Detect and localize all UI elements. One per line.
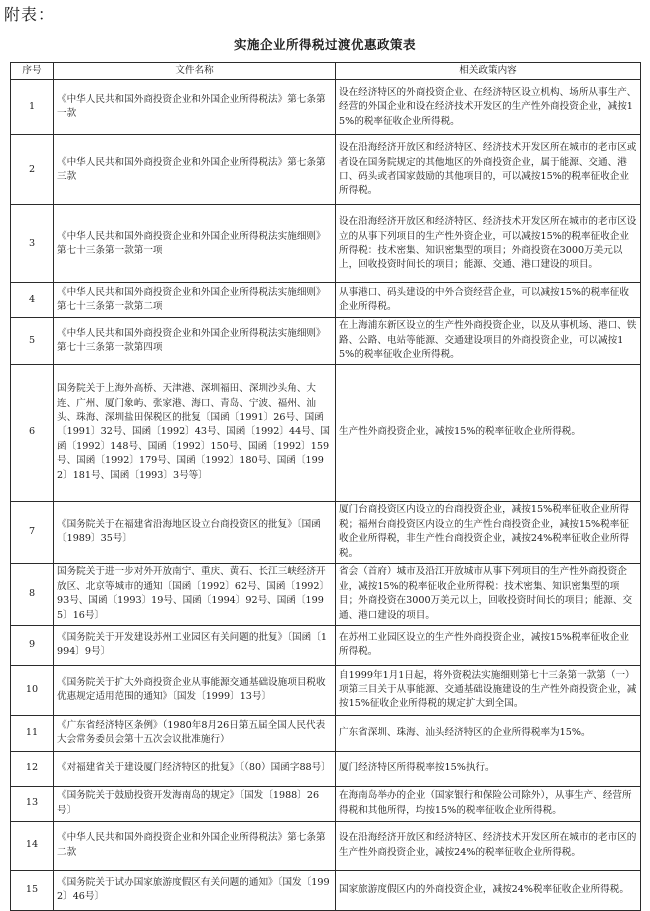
document-name: 《国务院关于在福建省沿海地区设立台商投资区的批复》〔国函〔1989〕35号〕	[54, 501, 336, 563]
policy-content: 设在沿海经济开放区和经济特区、经济技术开发区所在城市的老市区设立的从事下列项目的生产性外资企业，可以减按15%的税率征收企业所得税：技术密集、知识密集型的项目；外商投资在3000万美元以上，回收投资时间长的项目；能源、交通、港口建设的项目。	[336, 205, 641, 283]
policy-content: 厦门台商投资区内设立的台商投资企业，减按15%税率征收企业所得税；福州台商投资区内设立的生产性台商投资企业，减按15%税率征收企业所得税，非生产性台商投资企业，减按24%税率征收企业所得税。	[336, 501, 641, 563]
row-number: 15	[11, 870, 54, 910]
policy-content: 国家旅游度假区内的外商投资企业，减按24%税率征收企业所得税。	[336, 870, 641, 910]
document-name: 《中华人民共和国外商投资企业和外国企业所得税法》第七条第二款	[54, 821, 336, 870]
policy-content: 设在沿海经济开放区和经济特区、经济技术开发区所在城市的老市区的生产性外商投资企业，减按24%的税率征收企业所得税。	[336, 821, 641, 870]
document-name: 《中华人民共和国外商投资企业和外国企业所得税法》第七条第三款	[54, 135, 336, 205]
row-number: 9	[11, 625, 54, 665]
row-number: 11	[11, 715, 54, 751]
table-row	[11, 563, 641, 625]
document-name: 国务院关于上海外高桥、天津港、深圳福田、深圳沙头角、大连、广州、厦门象屿、张家港、海口、青岛、宁波、福州、汕头、珠海、深圳盐田保税区的批复〔国函〔1991〕26号、国函〔1991〕32号、国函〔1992〕43号、国函〔1992〕44号、国函〔1992〕148号、国函〔1992〕150号、国函〔1992〕159号、国函〔1992〕179号、国函〔1992〕180号、国函〔1992〕181号、国函〔1993〕3号等〕	[54, 364, 336, 501]
row-number: 13	[11, 786, 54, 821]
document-name: 《国务院关于开发建设苏州工业园区有关问题的批复》〔国函〔1994〕9号〕	[54, 625, 336, 665]
header-document-name: 文件名称	[54, 63, 336, 80]
policy-table	[10, 62, 641, 911]
document-title: 实施企业所得税过渡优惠政策表	[233, 37, 416, 52]
table-row	[11, 786, 641, 821]
document-name: 《中华人民共和国外商投资企业和外国企业所得税法实施细则》第七十三条第一款第四项	[54, 318, 336, 364]
table-row	[11, 80, 641, 135]
document-name: 《对福建省关于建设厦门经济特区的批复》〔（80）国函字88号〕	[54, 751, 336, 786]
policy-content: 省会（首府）城市及沿江开放城市从事下列项目的生产性外商投资企业，减按15%的税率征收企业所得税：技术密集、知识密集型的项目；外商投资在3000万美元以上，回收投资时间长的项目；能源、交通、港口建设的项目。	[336, 563, 641, 625]
header-number: 序号	[11, 63, 54, 80]
row-number: 12	[11, 751, 54, 786]
document-name: 《中华人民共和国外商投资企业和外国企业所得税法实施细则》第七十三条第一款第一项	[54, 205, 336, 283]
policy-content: 自1999年1月1日起，将外资税法实施细则第七十三条第一款第（一）项第三目关于从事能源、交通基础设施建设的生产性外商投资企业，减按15%征收企业所得税的规定扩大到全国。	[336, 665, 641, 715]
policy-content: 在海南岛举办的企业（国家银行和保险公司除外），从事生产、经营所得税和其他所得，均按15%的税率征收企业所得税。	[336, 786, 641, 821]
table-row	[11, 205, 641, 283]
table-row	[11, 318, 641, 364]
table-row	[11, 625, 641, 665]
table-row	[11, 715, 641, 751]
row-number: 3	[11, 205, 54, 283]
document-name: 《国务院关于扩大外商投资企业从事能源交通基础设施项目税收优惠规定适用范围的通知》〔国发〔1999〕13号〕	[54, 665, 336, 715]
table-row	[11, 821, 641, 870]
document-name: 国务院关于进一步对外开放南宁、重庆、黄石、长江三峡经济开放区、北京等城市的通知〔国函〔1992〕62号、国函〔1992〕93号、国函〔1993〕19号、国函〔1994〕92号、国函〔1995〕16号〕	[54, 563, 336, 625]
table-row	[11, 364, 641, 501]
header-policy-content: 相关政策内容	[336, 63, 641, 80]
row-number: 6	[11, 364, 54, 501]
document-name: 《中华人民共和国外商投资企业和外国企业所得税法实施细则》第七十三条第一款第二项	[54, 283, 336, 318]
policy-content: 生产性外商投资企业，减按15%的税率征收企业所得税。	[336, 364, 641, 501]
row-number: 1	[11, 80, 54, 135]
policy-content: 广东省深圳、珠海、汕头经济特区的企业所得税率为15%。	[336, 715, 641, 751]
table-row	[11, 751, 641, 786]
row-number: 14	[11, 821, 54, 870]
table-header	[11, 63, 641, 80]
row-number: 2	[11, 135, 54, 205]
document-name: 《国务院关于试办国家旅游度假区有关问题的通知》〔国发〔1992〕46号〕	[54, 870, 336, 910]
appendix-label: 附表：	[4, 5, 56, 24]
row-number: 4	[11, 283, 54, 318]
table-row	[11, 283, 641, 318]
policy-content: 在苏州工业园区设立的生产性外商投资企业，减按15%税率征收企业所得税。	[336, 625, 641, 665]
row-number: 8	[11, 563, 54, 625]
policy-content: 设在沿海经济开放区和经济特区、经济技术开发区所在城市的老市区或者设在国务院规定的其他地区的外商投资企业，属于能源、交通、港口、码头或者国家鼓励的其他项目的，可以减按15%的税率征收企业所得税。	[336, 135, 641, 205]
row-number: 5	[11, 318, 54, 364]
table-row	[11, 501, 641, 563]
policy-content: 厦门经济特区所得税率按15%执行。	[336, 751, 641, 786]
policy-content: 在上海浦东新区设立的生产性外商投资企业，以及从事机场、港口、铁路、公路、电站等能源、交通建设项目的外商投资企业，可以减按15%的税率征收企业所得税。	[336, 318, 641, 364]
row-number: 10	[11, 665, 54, 715]
document-name: 《中华人民共和国外商投资企业和外国企业所得税法》第七条第一款	[54, 80, 336, 135]
table-row	[11, 135, 641, 205]
document-name: 《广东省经济特区条例》（1980年8月26日第五届全国人民代表大会常务委员会第十五次会议批准施行）	[54, 715, 336, 751]
policy-content: 从事港口、码头建设的中外合资经营企业，可以减按15%的税率征收企业所得税。	[336, 283, 641, 318]
policy-content: 设在经济特区的外商投资企业、在经济特区设立机构、场所从事生产、经营的外国企业和设在经济技术开发区的生产性外商投资企业，减按15%的税率征收企业所得税。	[336, 80, 641, 135]
document-name: 《国务院关于鼓励投资开发海南岛的规定》〔国发〔1988〕26号〕	[54, 786, 336, 821]
table-row	[11, 665, 641, 715]
table-row	[11, 870, 641, 910]
row-number: 7	[11, 501, 54, 563]
